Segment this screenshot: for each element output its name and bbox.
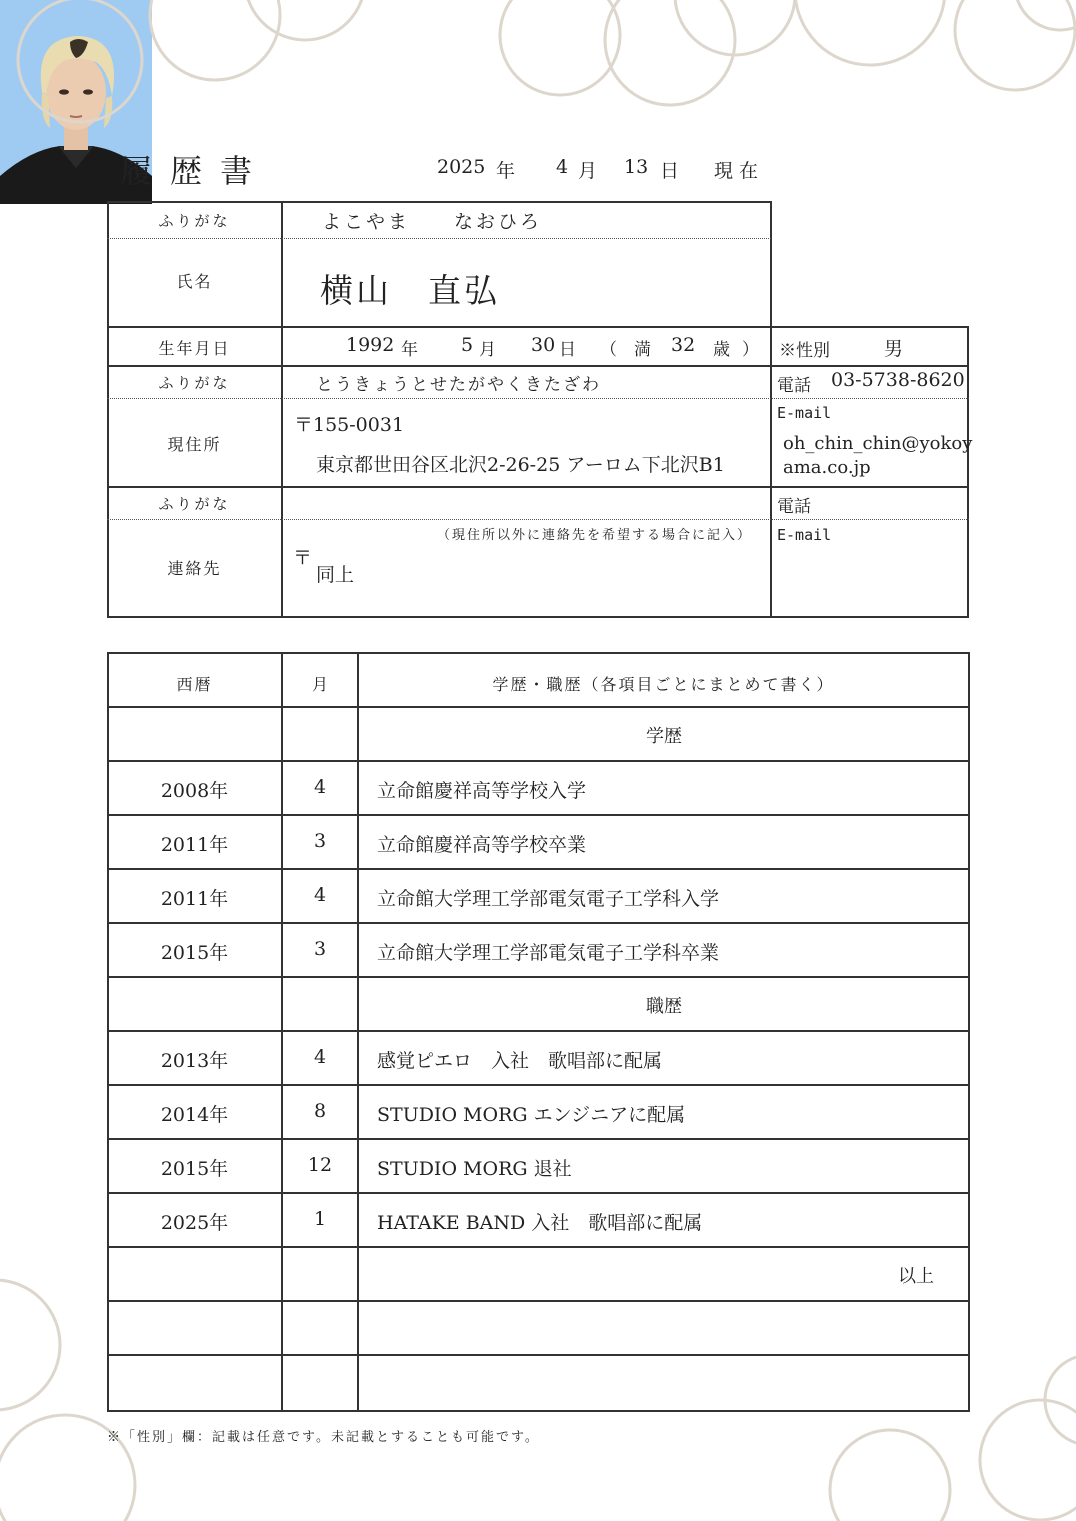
address-furigana-label: ふりがな: [158, 374, 231, 392]
footnote: ※「性別」欄：記載は任意です。未記載とすることも可能です。: [107, 1430, 540, 1445]
table-row: [107, 707, 970, 761]
contact-phone-label: 電話: [777, 497, 811, 517]
birth-month-unit: 月: [479, 340, 496, 360]
document-title: 履歴書: [120, 152, 271, 190]
table-row: [107, 923, 970, 977]
birth-year: 1992: [346, 334, 395, 356]
birth-day-unit: 日: [559, 340, 576, 360]
name-furigana: よこやま なおひろ: [322, 211, 543, 233]
history-year: 2013年: [160, 1050, 229, 1072]
birth-label: 生年月日: [158, 339, 231, 358]
history-month: 4: [313, 884, 327, 906]
furigana-label: ふりがな: [158, 212, 231, 230]
history-month: 4: [313, 776, 327, 798]
phone-number: 03-5738-8620: [831, 369, 965, 391]
history-month: 3: [313, 830, 327, 852]
history-year: 2015年: [160, 1158, 229, 1180]
table-row: [107, 1031, 970, 1085]
table-row: [107, 869, 970, 923]
date-year-unit: 年: [496, 160, 516, 182]
history-month: 8: [313, 1100, 327, 1122]
history-year: 2011年: [160, 888, 229, 910]
gender-label: ※性別: [779, 341, 830, 361]
history-year: 2011年: [160, 834, 229, 856]
email-line-2: ama.co.jp: [783, 457, 871, 478]
history-col-month: 月: [311, 675, 328, 694]
date-as-of: 現在: [714, 160, 765, 182]
age-open-paren: （: [600, 340, 617, 360]
history-month: 1: [313, 1208, 327, 1230]
table-row: [107, 1193, 970, 1247]
full-name: 横山 直弘: [320, 271, 500, 310]
address-line: 東京都世田谷区北沢2-26-25 アーロム下北沢B1: [316, 454, 725, 476]
history-desc: 立命館大学理工学部電気電子工学科卒業: [377, 942, 720, 964]
history-year: 2008年: [160, 780, 229, 802]
history-desc: 立命館慶祥高等学校卒業: [377, 834, 587, 856]
history-desc: 感覚ピエロ 入社 歌唱部に配属: [377, 1050, 663, 1072]
email-label: E-mail: [777, 404, 832, 422]
history-month: 3: [313, 938, 327, 960]
address-furigana: とうきょうとせたがやくきたざわ: [316, 375, 601, 395]
postal-code: 〒155-0031: [294, 414, 405, 436]
date-year: 2025: [437, 156, 486, 178]
date-day: 13: [624, 156, 649, 178]
history-year: 2025年: [160, 1212, 229, 1234]
phone-label: 電話: [777, 376, 811, 396]
age-close-paren: ）: [742, 340, 759, 360]
date-month: 4: [556, 156, 569, 178]
history-desc: 立命館大学理工学部電気電子工学科入学: [377, 888, 720, 910]
date-month-unit: 月: [578, 160, 598, 182]
table-row: [107, 1139, 970, 1193]
history-section-heading: 職歴: [646, 996, 682, 1017]
history-desc: STUDIO MORG エンジニアに配属: [377, 1104, 686, 1126]
contact-address: 同上: [316, 564, 355, 586]
birth-day: 30: [531, 334, 556, 356]
contact-label: 連絡先: [167, 559, 222, 578]
history-desc: STUDIO MORG 退社: [377, 1158, 572, 1180]
contact-furigana-label: ふりがな: [158, 495, 231, 513]
address-label: 現住所: [167, 435, 222, 454]
history-col-year: 西暦: [176, 675, 213, 694]
history-month: 12: [307, 1154, 333, 1176]
history-col-desc: 学歴・職歴（各項目ごとにまとめて書く）: [492, 675, 835, 694]
table-row: [107, 815, 970, 869]
history-month: 4: [313, 1046, 327, 1068]
table-row: [107, 1355, 970, 1409]
table-row: [107, 1301, 970, 1355]
history-end-mark: 以上: [898, 1266, 934, 1287]
gender-value: 男: [884, 338, 904, 360]
date-day-unit: 日: [660, 160, 680, 182]
table-row: [107, 1085, 970, 1139]
history-desc: 立命館慶祥高等学校入学: [377, 780, 587, 802]
history-section-heading: 学歴: [646, 726, 682, 747]
history-desc: HATAKE BAND 入社 歌唱部に配属: [377, 1212, 703, 1234]
age-prefix: 満: [634, 340, 651, 360]
contact-note: （現住所以外に連絡先を希望する場合に記入）: [437, 528, 753, 543]
history-year: 2014年: [160, 1104, 229, 1126]
age-value: 32: [671, 334, 696, 356]
email-line-1: oh_chin_chin@yokoy: [783, 433, 973, 454]
contact-postal-mark: 〒: [293, 547, 313, 569]
table-row: [107, 1247, 970, 1301]
birth-year-unit: 年: [401, 340, 418, 360]
table-row: [107, 761, 970, 815]
history-year: 2015年: [160, 942, 229, 964]
age-unit: 歳: [713, 340, 730, 360]
name-label: 氏名: [176, 272, 213, 291]
birth-month: 5: [461, 334, 474, 356]
table-row: [107, 977, 970, 1031]
contact-email-label: E-mail: [777, 526, 832, 544]
